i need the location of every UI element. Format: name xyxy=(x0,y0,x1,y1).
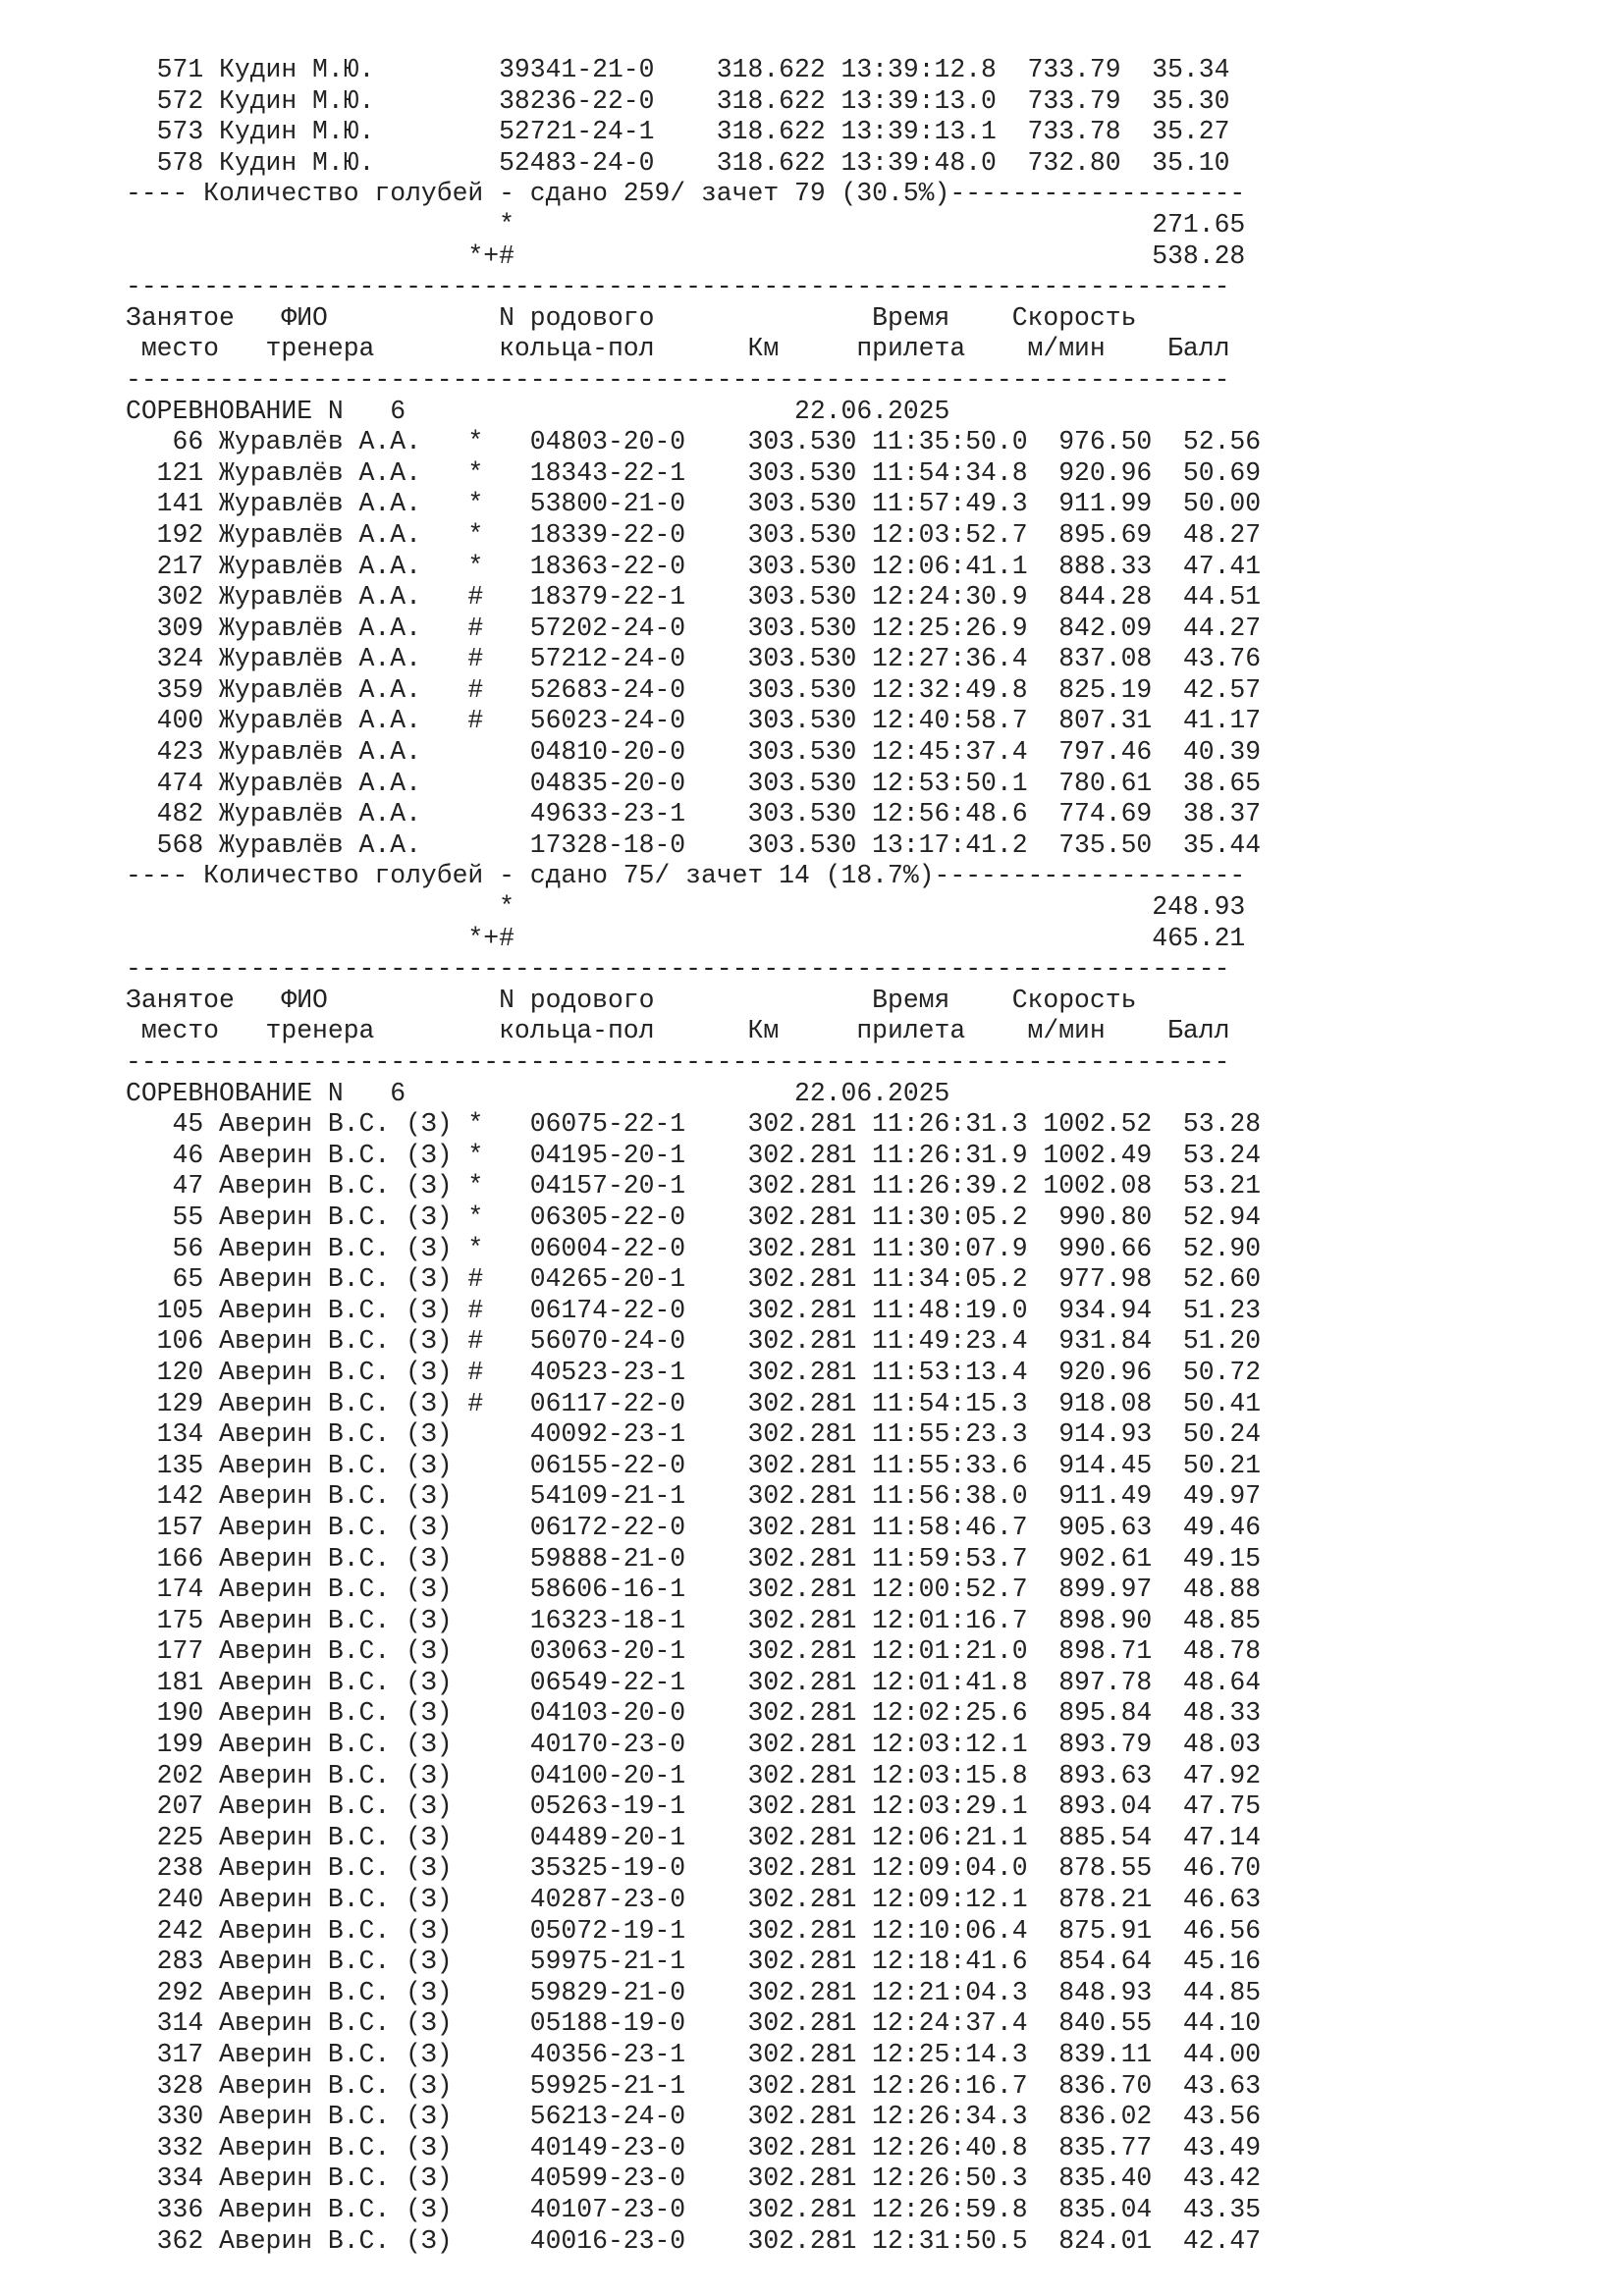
report-line: 283 Аверин В.С. (З) 59975-21-1 302.281 12:18:41.6 854.64 45.16 xyxy=(126,1947,1262,1977)
report-line: *+# 538.28 xyxy=(126,240,1246,271)
report-line: 166 Аверин В.С. (З) 59888-21-0 302.281 11:59:53.7 902.61 49.15 xyxy=(126,1543,1262,1574)
report-line: 175 Аверин В.С. (З) 16323-18-1 302.281 12:01:16.7 898.90 48.85 xyxy=(126,1605,1262,1635)
report-line: *+# 465.21 xyxy=(126,923,1246,953)
report-line: 359 Журавлёв А.А. # 52683-24-0 303.530 12:32:49.8 825.19 42.57 xyxy=(126,674,1262,705)
report-line: 572 Кудин М.Ю. 38236-22-0 318.622 13:39:13.0 733.79 35.30 xyxy=(126,85,1230,116)
report-line: 332 Аверин В.С. (З) 40149-23-0 302.281 12:26:40.8 835.77 43.49 xyxy=(126,2132,1262,2163)
report-line: 202 Аверин В.С. (З) 04100-20-1 302.281 12:03:15.8 893.63 47.92 xyxy=(126,1760,1262,1790)
report-line: 190 Аверин В.С. (З) 04103-20-0 302.281 12:02:25.6 895.84 48.33 xyxy=(126,1698,1262,1729)
report-line: * 271.65 xyxy=(126,209,1246,240)
report-line: ----------------------------------------------------------------------- xyxy=(126,1047,1230,1077)
report-line: 302 Журавлёв А.А. # 18379-22-1 303.530 12:24:30.9 844.28 44.51 xyxy=(126,582,1262,613)
report-line: 141 Журавлёв А.А. * 53800-21-0 303.530 11:57:49.3 911.99 50.00 xyxy=(126,489,1262,519)
report-line: 482 Журавлёв А.А. 49633-23-1 303.530 12:56:48.6 774.69 38.37 xyxy=(126,799,1262,829)
report-line: СОРЕВНОВАНИЕ N 6 22.06.2025 xyxy=(126,1078,950,1108)
report-line: место тренера кольца-пол Км прилета м/мин Балл xyxy=(126,1016,1230,1046)
report-line: 181 Аверин В.С. (З) 06549-22-1 302.281 12:01:41.8 897.78 48.64 xyxy=(126,1667,1262,1697)
results-report xyxy=(126,55,1261,2257)
report-line: 568 Журавлёв А.А. 17328-18-0 303.530 13:17:41.2 735.50 35.44 xyxy=(126,829,1262,860)
report-line: 336 Аверин В.С. (З) 40107-23-0 302.281 12:26:59.8 835.04 43.35 xyxy=(126,2194,1262,2224)
report-line: 225 Аверин В.С. (З) 04489-20-1 302.281 12:06:21.1 885.54 47.14 xyxy=(126,1822,1262,1852)
report-line: 330 Аверин В.С. (З) 56213-24-0 302.281 12:26:34.3 836.02 43.56 xyxy=(126,2102,1262,2132)
report-line: 177 Аверин В.С. (З) 03063-20-1 302.281 12:01:21.0 898.71 48.78 xyxy=(126,1636,1262,1667)
report-line: 66 Журавлёв А.А. * 04803-20-0 303.530 11:35:50.0 976.50 52.56 xyxy=(126,427,1262,457)
report-line: 474 Журавлёв А.А. 04835-20-0 303.530 12:53:50.1 780.61 38.65 xyxy=(126,768,1262,798)
report-line: 362 Аверин В.С. (З) 40016-23-0 302.281 12:31:50.5 824.01 42.47 xyxy=(126,2225,1262,2256)
report-line: * 248.93 xyxy=(126,892,1246,923)
report-line: ---- Количество голубей - сдано 75/ зачет 14 (18.7%)-------------------- xyxy=(126,861,1246,891)
report-line: 314 Аверин В.С. (З) 05188-19-0 302.281 12:24:37.4 840.55 44.10 xyxy=(126,2008,1262,2039)
report-line: Занятое ФИО N родового Время Скорость xyxy=(126,302,1137,333)
report-line: место тренера кольца-пол Км прилета м/мин Балл xyxy=(126,334,1230,364)
report-line: 334 Аверин В.С. (З) 40599-23-0 302.281 12:26:50.3 835.40 43.42 xyxy=(126,2163,1262,2194)
report-line: 56 Аверин В.С. (З) * 06004-22-0 302.281 11:30:07.9 990.66 52.90 xyxy=(126,1233,1262,1263)
report-line: ----------------------------------------------------------------------- xyxy=(126,364,1230,395)
report-line: 174 Аверин В.С. (З) 58606-16-1 302.281 12:00:52.7 899.97 48.88 xyxy=(126,1575,1262,1605)
report-line: ----------------------------------------------------------------------- xyxy=(126,272,1230,302)
report-line: 121 Журавлёв А.А. * 18343-22-1 303.530 11:54:34.8 920.96 50.69 xyxy=(126,457,1262,488)
report-line: 238 Аверин В.С. (З) 35325-19-0 302.281 12:09:04.0 878.55 46.70 xyxy=(126,1853,1262,1884)
report-line: 106 Аверин В.С. (З) # 56070-24-0 302.281 11:49:23.4 931.84 51.20 xyxy=(126,1326,1262,1357)
report-line: ---- Количество голубей - сдано 259/ зачет 79 (30.5%)------------------- xyxy=(126,179,1246,209)
report-line: 129 Аверин В.С. (З) # 06117-22-0 302.281 11:54:15.3 918.08 50.41 xyxy=(126,1388,1262,1418)
report-line: 135 Аверин В.С. (З) 06155-22-0 302.281 11:55:33.6 914.45 50.21 xyxy=(126,1450,1262,1480)
report-line: 192 Журавлёв А.А. * 18339-22-0 303.530 12:03:52.7 895.69 48.27 xyxy=(126,519,1262,550)
report-line: 240 Аверин В.С. (З) 40287-23-0 302.281 12:09:12.1 878.21 46.63 xyxy=(126,1885,1262,1915)
report-line: 47 Аверин В.С. (З) * 04157-20-1 302.281 11:26:39.2 1002.08 53.21 xyxy=(126,1171,1262,1201)
report-line: 46 Аверин В.С. (З) * 04195-20-1 302.281 11:26:31.9 1002.49 53.24 xyxy=(126,1140,1262,1170)
report-line: 400 Журавлёв А.А. # 56023-24-0 303.530 12:40:58.7 807.31 41.17 xyxy=(126,706,1262,736)
report-line: СОРЕВНОВАНИЕ N 6 22.06.2025 xyxy=(126,396,950,426)
report-line: 217 Журавлёв А.А. * 18363-22-0 303.530 12:06:41.1 888.33 47.41 xyxy=(126,551,1262,581)
report-line: 573 Кудин М.Ю. 52721-24-1 318.622 13:39:13.1 733.78 35.27 xyxy=(126,117,1230,147)
report-line: 120 Аверин В.С. (З) # 40523-23-1 302.281 11:53:13.4 920.96 50.72 xyxy=(126,1357,1262,1387)
report-line: 317 Аверин В.С. (З) 40356-23-1 302.281 12:25:14.3 839.11 44.00 xyxy=(126,2040,1262,2069)
report-line: 199 Аверин В.С. (З) 40170-23-0 302.281 12:03:12.1 893.79 48.03 xyxy=(126,1730,1262,1760)
report-line: 105 Аверин В.С. (З) # 06174-22-0 302.281 11:48:19.0 934.94 51.23 xyxy=(126,1295,1262,1325)
report-line: 242 Аверин В.С. (З) 05072-19-1 302.281 12:10:06.4 875.91 46.56 xyxy=(126,1915,1262,1946)
report-line: 309 Журавлёв А.А. # 57202-24-0 303.530 12:25:26.9 842.09 44.27 xyxy=(126,613,1262,643)
report-line: 571 Кудин М.Ю. 39341-21-0 318.622 13:39:12.8 733.79 35.34 xyxy=(126,55,1230,84)
report-line: 292 Аверин В.С. (З) 59829-21-0 302.281 12:21:04.3 848.93 44.85 xyxy=(126,1977,1262,2007)
report-line: 45 Аверин В.С. (З) * 06075-22-1 302.281 11:26:31.3 1002.52 53.28 xyxy=(126,1109,1262,1140)
report-line: 134 Аверин В.С. (З) 40092-23-1 302.281 11:55:23.3 914.93 50.24 xyxy=(126,1419,1262,1450)
report-line: 328 Аверин В.С. (З) 59925-21-1 302.281 12:26:16.7 836.70 43.63 xyxy=(126,2070,1262,2101)
report-line: 55 Аверин В.С. (З) * 06305-22-0 302.281 11:30:05.2 990.80 52.94 xyxy=(126,1201,1262,1232)
report-line: Занятое ФИО N родового Время Скорость xyxy=(126,985,1137,1015)
report-line: 324 Журавлёв А.А. # 57212-24-0 303.530 12:27:36.4 837.08 43.76 xyxy=(126,644,1262,674)
report-line: 207 Аверин В.С. (З) 05263-19-1 302.281 12:03:29.1 893.04 47.75 xyxy=(126,1791,1262,1822)
report-line: 65 Аверин В.С. (З) # 04265-20-1 302.281 11:34:05.2 977.98 52.60 xyxy=(126,1264,1262,1295)
report-line: 578 Кудин М.Ю. 52483-24-0 318.622 13:39:48.0 732.80 35.10 xyxy=(126,147,1230,178)
report-line: 423 Журавлёв А.А. 04810-20-0 303.530 12:45:37.4 797.46 40.39 xyxy=(126,737,1262,768)
report-line: 142 Аверин В.С. (З) 54109-21-1 302.281 11:56:38.0 911.49 49.97 xyxy=(126,1481,1262,1512)
report-line: ----------------------------------------------------------------------- xyxy=(126,954,1230,985)
report-line: 157 Аверин В.С. (З) 06172-22-0 302.281 11:58:46.7 905.63 49.46 xyxy=(126,1512,1262,1542)
